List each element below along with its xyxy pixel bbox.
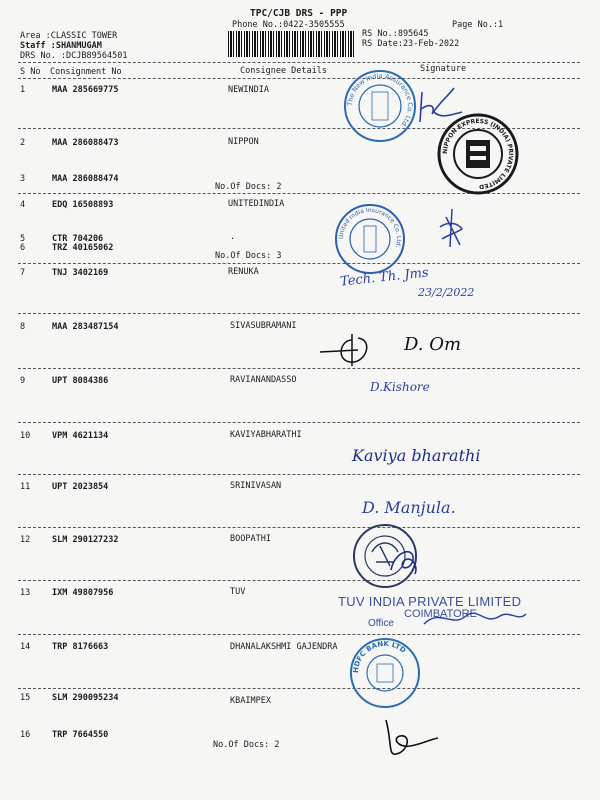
row-consignment: VPM 4621134 <box>52 431 109 441</box>
row-consignment: TRZ 40165062 <box>52 243 114 253</box>
newindia-stamp-icon <box>340 68 420 144</box>
row-divider <box>18 368 580 369</box>
signature-row-7-date: 23/2/2022 <box>418 286 475 299</box>
row-divider <box>18 422 580 423</box>
rs-date: RS Date:23-Feb-2022 <box>362 39 460 49</box>
signature-row-10: Kaviya bharathi <box>352 446 481 465</box>
signature-row-11: D. Manjula. <box>362 498 456 517</box>
row-consignment: EDQ 16508893 <box>52 200 114 210</box>
row-consignee: UNITEDINDIA <box>228 199 285 209</box>
barcode <box>228 31 354 57</box>
row-consignee: KAVIYABHARATHI <box>230 430 302 440</box>
row-docs-count: No.Of Docs: 3 <box>215 251 282 261</box>
row-consignment: MAA 283487154 <box>52 322 119 332</box>
row-consignment: IXM 49807956 <box>52 588 114 598</box>
unitedindia-stamp-icon <box>330 202 410 276</box>
row-consignment: MAA 286088473 <box>52 138 119 148</box>
row-consignment: MAA 285669775 <box>52 85 119 95</box>
row-sno: 10 <box>20 431 31 441</box>
row-consignment: UPT 8084386 <box>52 376 109 386</box>
row-consignment: CTR 704206 <box>52 234 104 244</box>
signature-row-8-icon <box>318 330 398 370</box>
row-consignment: TRP 8176663 <box>52 642 109 652</box>
drs-number: DRS No. :DCJB89564501 <box>20 51 128 61</box>
row-docs-count: No.Of Docs: 2 <box>215 182 282 192</box>
row-consignment: SLM 290095234 <box>52 693 119 703</box>
row-sno: 6 <box>20 243 26 253</box>
unitedindia-stamp-text: United India Insurance Co. Ltd. <box>337 206 403 249</box>
row-consignee: DHANALAKSHMI GAJENDRA <box>230 642 338 652</box>
col-signature: Signature <box>420 64 467 74</box>
tuv-stamp-line1: TUV INDIA PRIVATE LIMITED <box>338 594 522 609</box>
row-consignee: KBAIMPEX <box>230 696 271 706</box>
col-consignee: Consignee Details <box>240 66 327 76</box>
row-consignee: SIVASUBRAMANI <box>230 321 297 331</box>
columns-divider <box>18 78 580 79</box>
newindia-stamp-text: The New India Assurance Co. Ltd. <box>345 71 415 130</box>
signature-row-13-icon <box>420 604 530 634</box>
page-number: Page No.:1 <box>452 20 504 30</box>
row-consignee: RAVIANANDASSO <box>230 375 297 385</box>
row-divider <box>18 474 580 475</box>
row-docs-count: No.Of Docs: 2 <box>213 740 280 750</box>
area-label: Area :CLASSIC TOWER <box>20 31 118 41</box>
row-sno: 12 <box>20 535 31 545</box>
staff-label: Staff :SHANMUGAM <box>20 41 102 51</box>
row-sno: 8 <box>20 322 26 332</box>
row-divider <box>18 688 580 689</box>
row-consignee: RENUKA <box>228 267 259 277</box>
row-consignment: TNJ 3402169 <box>52 268 109 278</box>
row-sno: 7 <box>20 268 26 278</box>
signature-row-12-icon <box>385 540 425 580</box>
row-consignee: . <box>230 232 236 242</box>
svg-text:HDFC BANK LTD <box>352 640 407 673</box>
row-sno: 15 <box>20 693 31 703</box>
row-sno: 9 <box>20 376 26 386</box>
tuv-stamp-line2: COIMBATORE <box>404 608 477 620</box>
row-sno: 1 <box>20 85 26 95</box>
signature-row-9: D.Kishore <box>370 380 430 394</box>
phone-number: Phone No.:0422-3505555 <box>232 20 345 30</box>
row-consignee: BOOPATHI <box>230 534 271 544</box>
signature-row-4-icon <box>432 205 472 253</box>
row-sno: 13 <box>20 588 31 598</box>
nippon-stamp-icon <box>436 112 520 196</box>
row-divider <box>18 527 580 528</box>
row-sno: 5 <box>20 234 26 244</box>
row-consignee: NIPPON <box>228 137 259 147</box>
nippon-stamp-text: NIPPON EXPRESS (INDIA) PRIVATE LIMITED <box>441 117 515 191</box>
col-sno: S No <box>20 67 41 77</box>
hdfc-stamp-icon <box>345 636 425 710</box>
row-sno: 14 <box>20 642 31 652</box>
rs-number: RS No.:895645 <box>362 29 429 39</box>
row-consignment: UPT 2023854 <box>52 482 109 492</box>
row-sno: 16 <box>20 730 31 740</box>
tuv-stamp-line3: Office <box>368 618 394 629</box>
hdfc-stamp-text: HDFC BANK LTD <box>351 639 408 674</box>
document-title: TPC/CJB DRS - PPP <box>250 8 348 19</box>
row-consignment: MAA 286088474 <box>52 174 119 184</box>
row-consignee: NEWINDIA <box>228 85 269 95</box>
signature-row-8: D. Om <box>404 334 462 355</box>
row-divider <box>18 634 580 635</box>
row-consignment: TRP 7664550 <box>52 730 109 740</box>
row-sno: 11 <box>20 482 31 492</box>
row-consignee: TUV <box>230 587 246 597</box>
row-consignee: SRINIVASAN <box>230 481 282 491</box>
row-sno: 3 <box>20 174 26 184</box>
row-sno: 4 <box>20 200 26 210</box>
header-divider <box>18 62 580 63</box>
row-divider <box>18 263 580 264</box>
row-divider <box>18 580 580 581</box>
signature-row-16-icon <box>378 712 448 762</box>
col-consignment: Consignment No <box>50 67 122 77</box>
row-sno: 2 <box>20 138 26 148</box>
signature-row-7: Tech. Th. Jms <box>339 265 430 290</box>
row-consignment: SLM 290127232 <box>52 535 119 545</box>
row-divider <box>18 313 580 314</box>
